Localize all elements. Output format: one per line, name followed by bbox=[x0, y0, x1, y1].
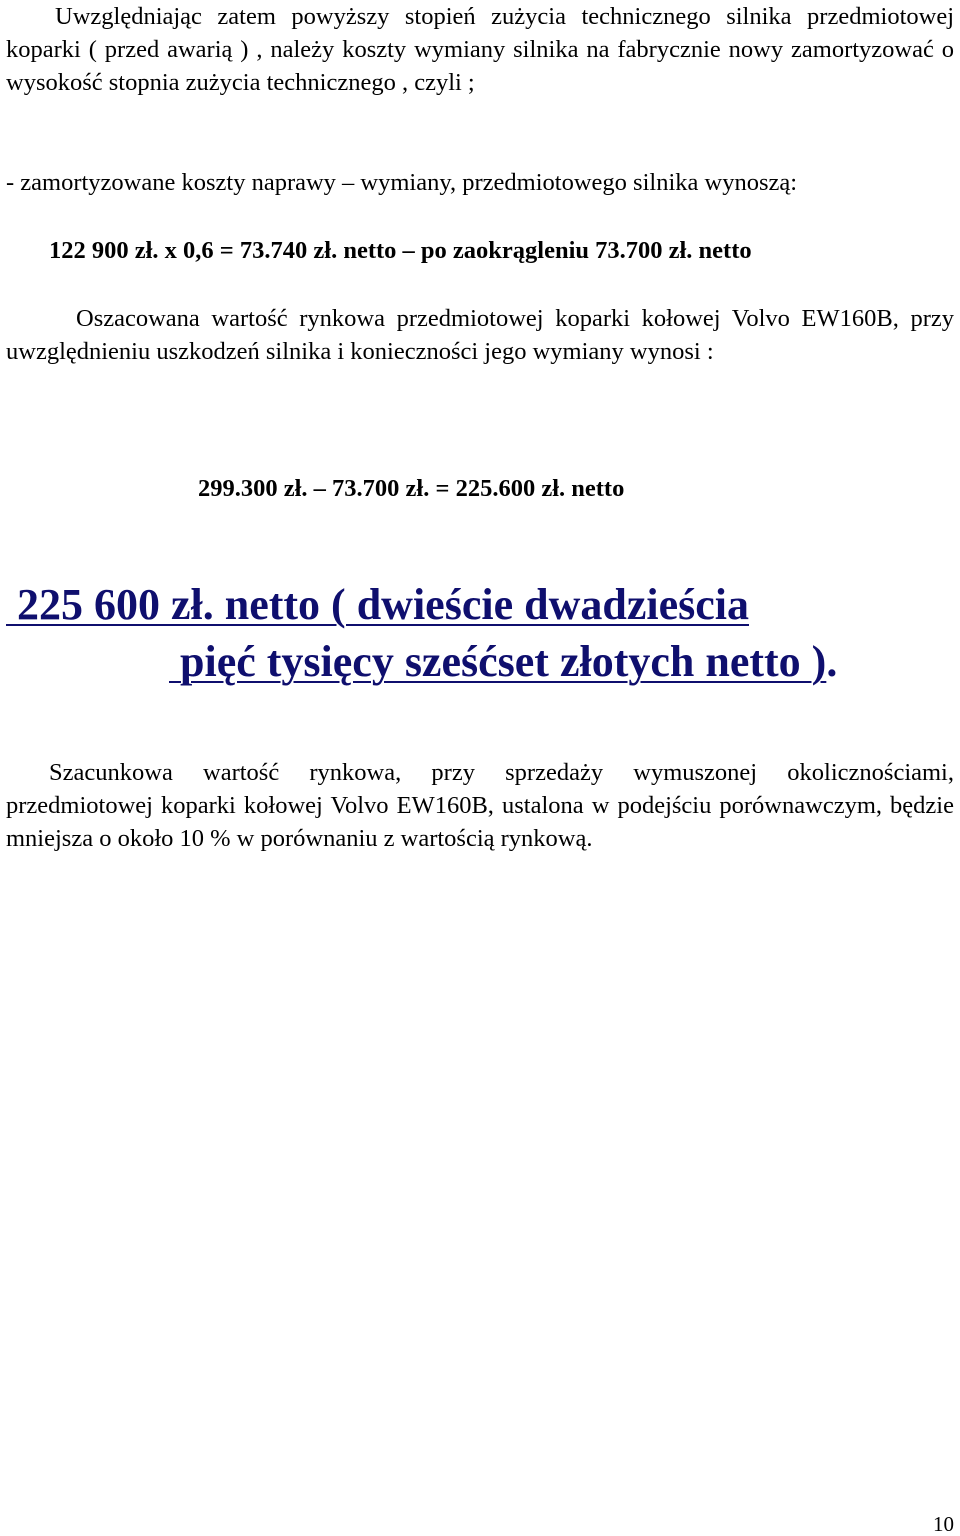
page-number: 10 bbox=[933, 1512, 954, 1536]
calculation-amortization: 122 900 zł. x 0,6 = 73.740 zł. netto – po zaokrągleniu 73.700 zł. netto bbox=[49, 237, 752, 264]
result-statement bbox=[6, 576, 954, 690]
paragraph-estimated-value: Oszacowana wartość rynkowa przedmiotowej koparki kołowej Volvo EW160B, przy uwzględnieniu uszkodzeń silnika i konieczności jego wymiany wynosi : bbox=[6, 305, 954, 365]
result-line-2: pięć tysięcy sześćset złotych netto ) bbox=[169, 637, 827, 686]
paragraph-amortized-costs: - zamortyzowane koszty naprawy – wymiany, przedmiotowego silnika wynoszą: bbox=[6, 169, 798, 196]
result-period: . bbox=[826, 637, 838, 686]
paragraph-depreciation-intro: Uwzględniając zatem powyższy stopień zużycia technicznego silnika przedmiotowej koparki ( przed awarią ) , należy koszty wymiany silnika na fabrycznie nowy zamortyzować o wysokość stopnia zużycia technicznego , czyli ; bbox=[6, 3, 954, 96]
result-line-1: 225 600 zł. netto ( dwieście dwadzieścia bbox=[6, 580, 749, 629]
paragraph-forced-sale-value: Szacunkowa wartość rynkowa, przy sprzedaży wymuszonej okolicznościami, przedmiotowej koparki kołowej Volvo EW160B, ustalona w podejściu porównawczym, będzie mniejsza o około 10 % w porównaniu z wartością rynkową. bbox=[6, 759, 954, 852]
calculation-value: 299.300 zł. – 73.700 zł. = 225.600 zł. netto bbox=[198, 475, 625, 502]
